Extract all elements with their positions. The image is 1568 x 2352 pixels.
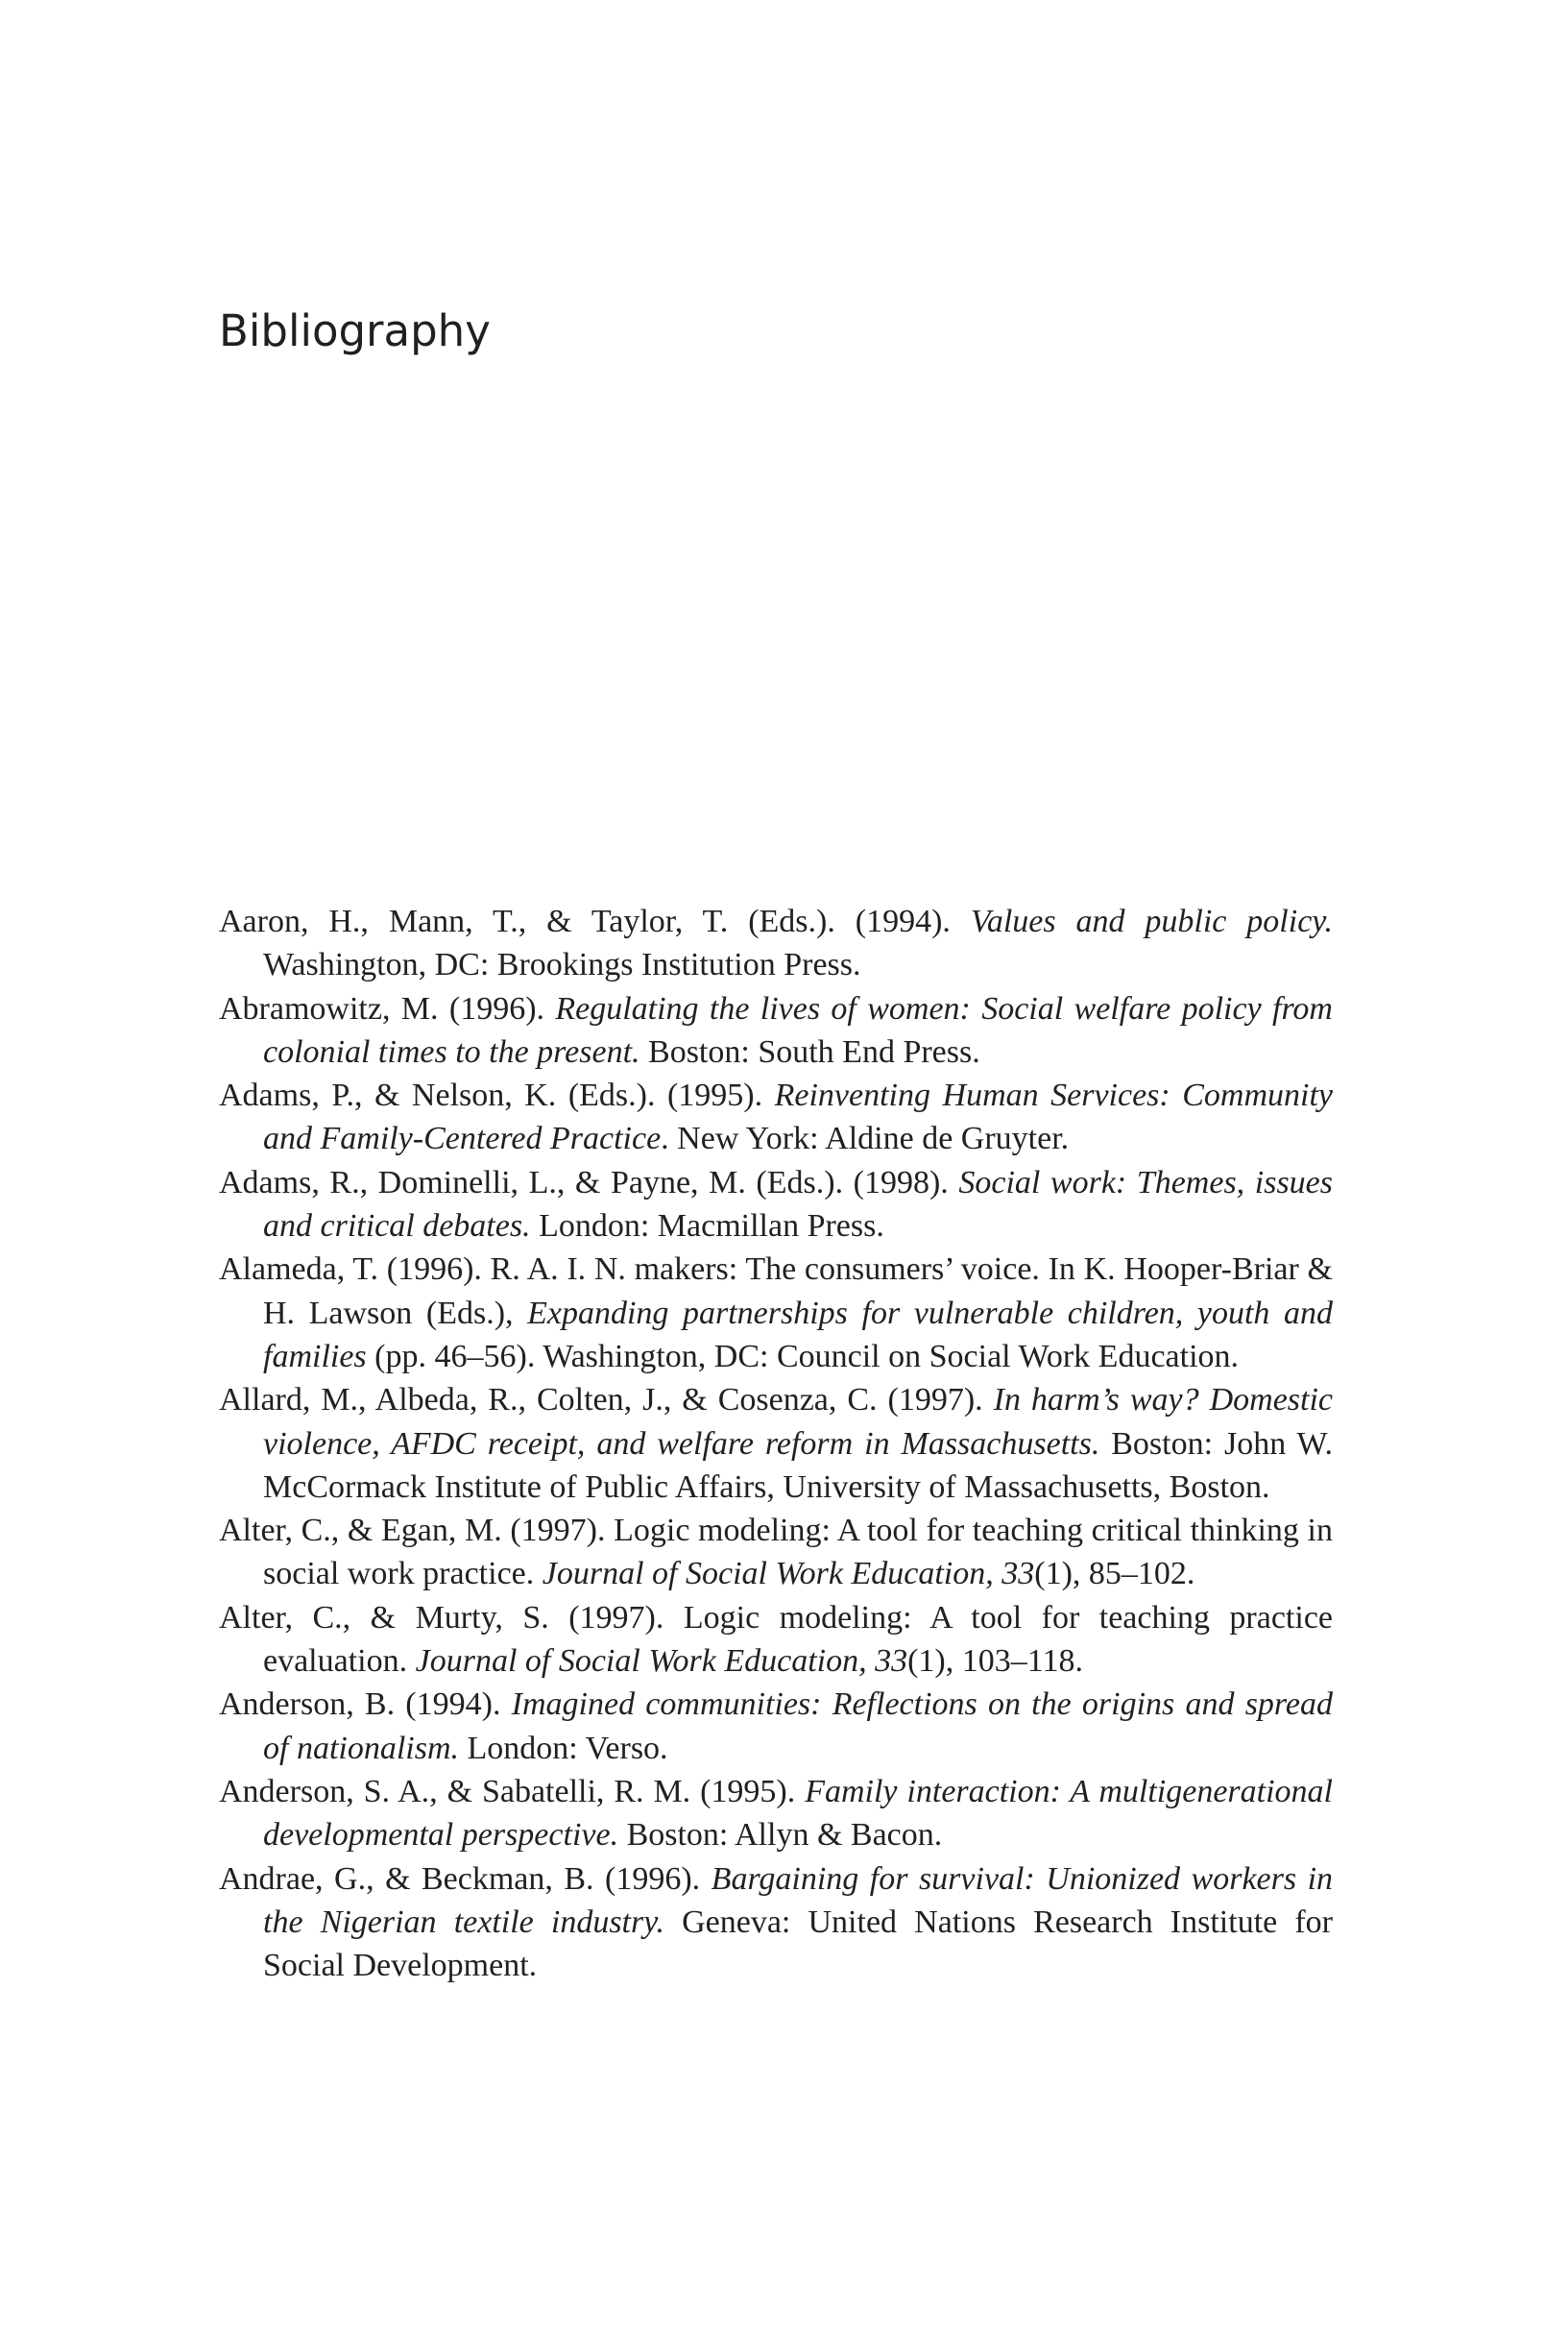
- entry-authors-year: Alter, C., & Murty, S. (1997). Logic modeling: A tool for teaching practice evaluation.: [219, 1599, 1333, 1680]
- entry-publication: (pp. 46–56). Washington, DC: Council on Social Work Education.: [366, 1338, 1240, 1374]
- bibliography-entry: [219, 1378, 1333, 1509]
- bibliography-entry: [219, 1683, 1333, 1770]
- bibliography-entry: [219, 1161, 1333, 1249]
- entry-authors-year: Abramowitz, M. (1996).: [219, 990, 556, 1027]
- entry-authors-year: Andrae, G., & Beckman, B. (1996).: [219, 1860, 712, 1897]
- bibliography-entry: [219, 987, 1333, 1075]
- bibliography-entry: [219, 1857, 1333, 1988]
- entry-authors-year: Allard, M., Albeda, R., Colten, J., & Cosenza, C. (1997).: [219, 1382, 994, 1418]
- entry-title: In harm’s way? Domestic violence, AFDC receipt, and welfare reform in Massachusetts.: [263, 1382, 1333, 1462]
- bibliography-entry: [219, 1509, 1333, 1596]
- entry-title: Journal of Social Work Education, 33: [415, 1643, 908, 1680]
- entry-publication: (1), 85–102.: [1034, 1556, 1195, 1592]
- entry-title: Imagined communities: Reflections on the origins and spread of nationalism.: [263, 1686, 1333, 1766]
- entry-publication: Geneva: United Nations Research Institute for Social Development.: [263, 1903, 1334, 1984]
- bibliography-entry: [219, 1596, 1333, 1684]
- entry-title: Values and public policy.: [970, 904, 1333, 939]
- entry-publication: Boston: Allyn & Bacon.: [618, 1817, 943, 1854]
- entry-title: Expanding partnerships for vulnerable children, youth and families: [263, 1295, 1334, 1374]
- entry-title: Bargaining for survival: Unionized workers in the Nigerian textile industry.: [263, 1860, 1334, 1940]
- entry-authors-year: Adams, R., Dominelli, L., & Payne, M. (Eds.). (1998).: [219, 1164, 959, 1200]
- entry-authors-year: Alameda, T. (1996). R. A. I. N. makers: The consumers’ voice. In K. Hooper-Briar & H. Lawson (Eds.),: [219, 1251, 1333, 1331]
- entry-title: Journal of Social Work Education, 33: [542, 1556, 1035, 1592]
- entry-title: Family interaction: A multigenerational developmental perspective.: [263, 1773, 1333, 1854]
- entry-publication: . New York: Aldine de Gruyter.: [661, 1121, 1070, 1157]
- entry-authors-year: Anderson, B. (1994).: [219, 1686, 512, 1723]
- entry-authors-year: Adams, P., & Nelson, K. (Eds.). (1995).: [219, 1078, 775, 1114]
- bibliography-entry: [219, 900, 1333, 987]
- entry-publication: London: Verso.: [459, 1730, 668, 1766]
- entry-title: Social work: Themes, issues and critical debates.: [263, 1164, 1333, 1245]
- entry-publication: (1), 103–118.: [907, 1643, 1083, 1680]
- entry-publication: Washington, DC: Brookings Institution Press.: [263, 947, 861, 983]
- bibliography-entry: [219, 1248, 1333, 1378]
- bibliography-list: [219, 900, 1333, 1987]
- entry-authors-year: Aaron, H., Mann, T., & Taylor, T. (Eds.). (1994).: [219, 904, 971, 939]
- bibliography-entry: [219, 1074, 1333, 1161]
- entry-title: Reinventing Human Services: Community and Family-Centered Practice: [263, 1078, 1333, 1157]
- entry-publication: Boston: John W. McCormack Institute of Public Affairs, University of Massachusetts, Boston.: [263, 1425, 1334, 1505]
- entry-publication: London: Macmillan Press.: [530, 1208, 884, 1245]
- page-title: Bibliography: [219, 305, 491, 356]
- bibliography-entry: [219, 1770, 1333, 1857]
- entry-publication: Boston: South End Press.: [639, 1033, 980, 1070]
- entry-authors-year: Anderson, S. A., & Sabatelli, R. M. (1995).: [219, 1773, 806, 1809]
- entry-authors-year: Alter, C., & Egan, M. (1997). Logic modeling: A tool for teaching critical thinking in social work practice.: [219, 1513, 1333, 1592]
- entry-title: Regulating the lives of women: Social welfare policy from colonial times to the present.: [263, 990, 1333, 1070]
